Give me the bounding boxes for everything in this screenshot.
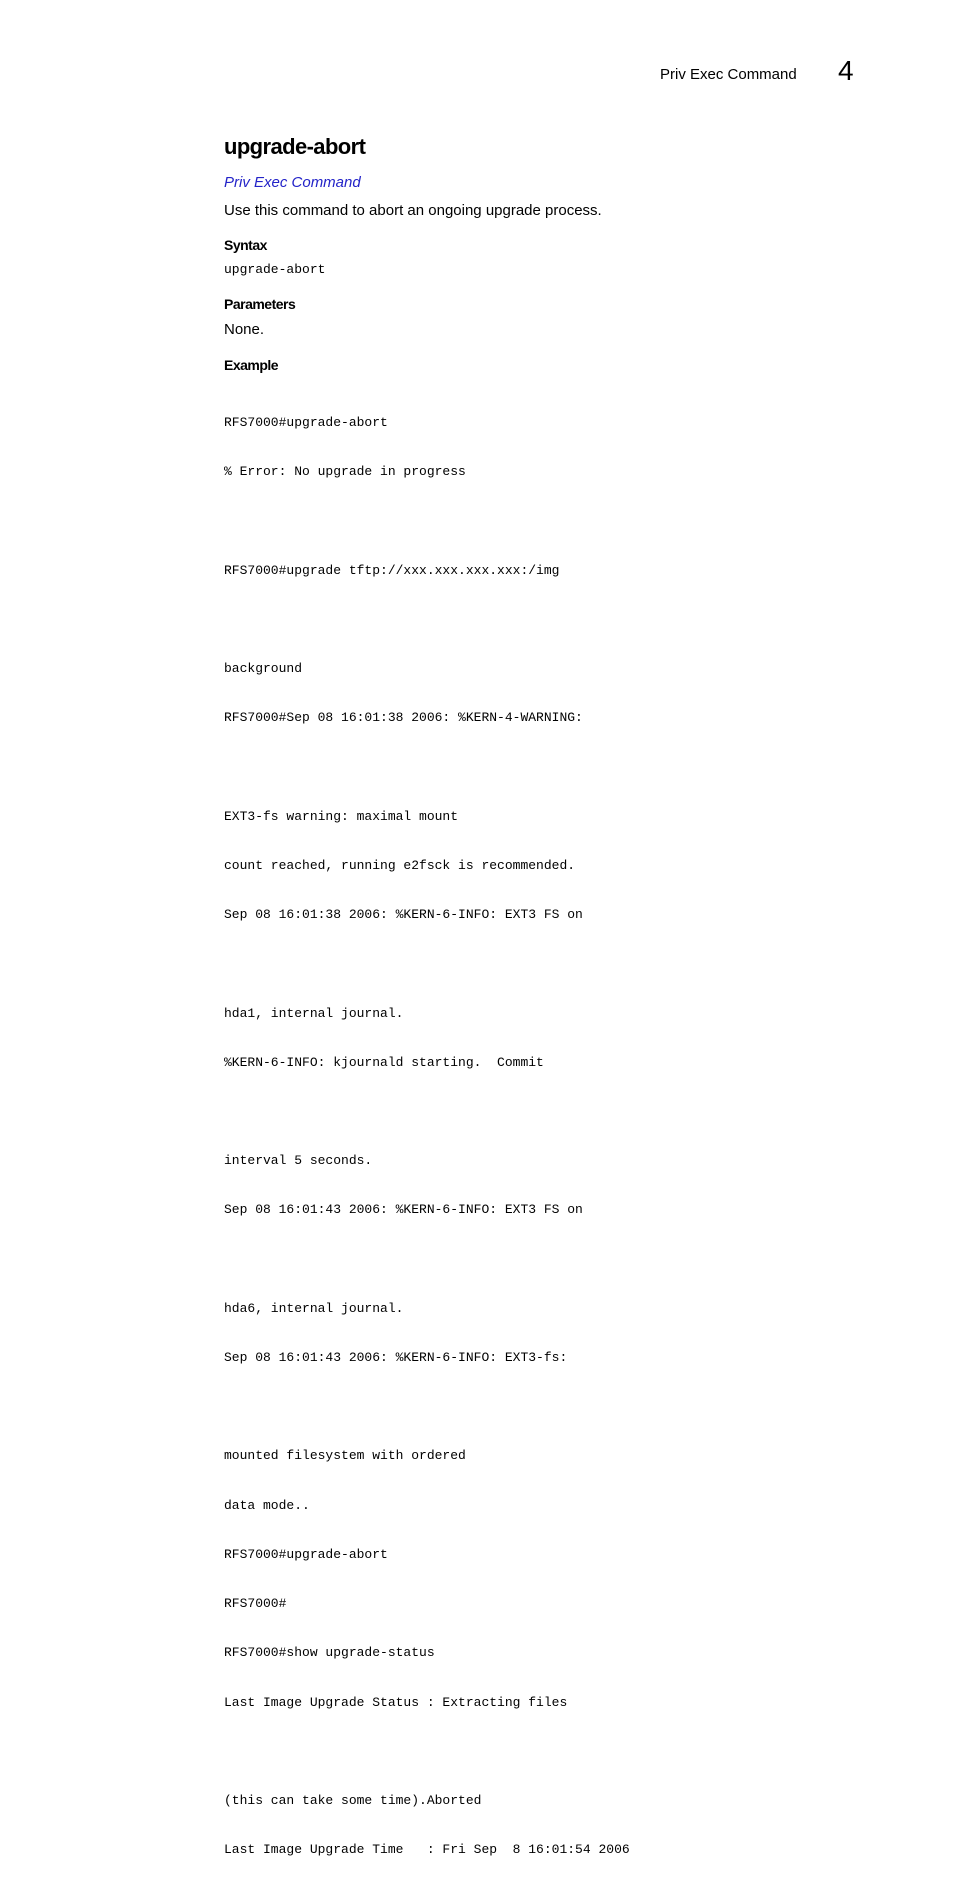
example-code-line: Sep 08 16:01:43 2006: %KERN-6-INFO: EXT3 FS on [224, 1202, 583, 1218]
page-header [0, 56, 954, 96]
example-code-line: mounted filesystem with ordered [224, 1448, 466, 1464]
example-code-line: Last Image Upgrade Time : Fri Sep 8 16:01:54 2006 [224, 1842, 630, 1858]
example-code-line [224, 1104, 904, 1120]
example-code-line: RFS7000#Sep 08 16:01:38 2006: %KERN-4-WARNING: [224, 710, 583, 726]
example-code-line [224, 1744, 904, 1760]
example-code-line: Last Image Upgrade Status : Extracting files [224, 1694, 568, 1710]
parameters-text: None. [224, 321, 265, 339]
description-text: Use this command to abort an ongoing upgrade process. [224, 202, 602, 219]
page-title: upgrade-abort [224, 134, 366, 159]
example-code-line: RFS7000#show upgrade-status [224, 1645, 435, 1661]
chapter-number: 4 [838, 55, 854, 86]
example-code-line [224, 956, 904, 972]
example-code-line: hda1, internal journal. [224, 1005, 404, 1021]
example-code-line [224, 1252, 904, 1268]
example-code-line: %KERN-6-INFO: kjournald starting. Commit [224, 1054, 544, 1070]
example-code-line: EXT3-fs warning: maximal mount [224, 808, 459, 824]
command-type-link[interactable]: Priv Exec Command [224, 174, 361, 191]
parameters-heading: Parameters [224, 296, 296, 313]
syntax-code: upgrade-abort [224, 262, 326, 277]
example-code-line: count reached, running e2fsck is recommended. [224, 858, 576, 874]
syntax-heading: Syntax [224, 237, 267, 253]
example-code-line: Sep 08 16:01:43 2006: %KERN-6-INFO: EXT3-fs: [224, 1350, 568, 1366]
example-code-line: RFS7000#upgrade-abort [224, 1546, 388, 1562]
example-code-line: hda6, internal journal. [224, 1300, 404, 1316]
example-code-line [224, 1399, 904, 1415]
chapter-title: Priv Exec Command [660, 66, 797, 83]
example-code-line [224, 612, 904, 628]
example-code-line: data mode.. [224, 1497, 310, 1513]
example-code-line: RFS7000#upgrade tftp://xxx.xxx.xxx.xxx:/img [224, 562, 560, 578]
example-code-line: RFS7000# [224, 1596, 287, 1612]
example-heading: Example [224, 357, 279, 374]
example-code-line: interval 5 seconds. [224, 1153, 373, 1169]
example-code-line: (this can take some time).Aborted [224, 1792, 482, 1808]
example-code-line [224, 760, 904, 776]
example-code-line: background [224, 661, 303, 677]
example-code-line: Sep 08 16:01:38 2006: %KERN-6-INFO: EXT3 FS on [224, 907, 583, 923]
example-code-line: % Error: No upgrade in progress [224, 464, 466, 480]
main-content [224, 132, 904, 1891]
example-code-block [224, 382, 904, 1891]
example-code-line: RFS7000#upgrade-abort [224, 415, 388, 431]
example-code-line [224, 514, 904, 530]
